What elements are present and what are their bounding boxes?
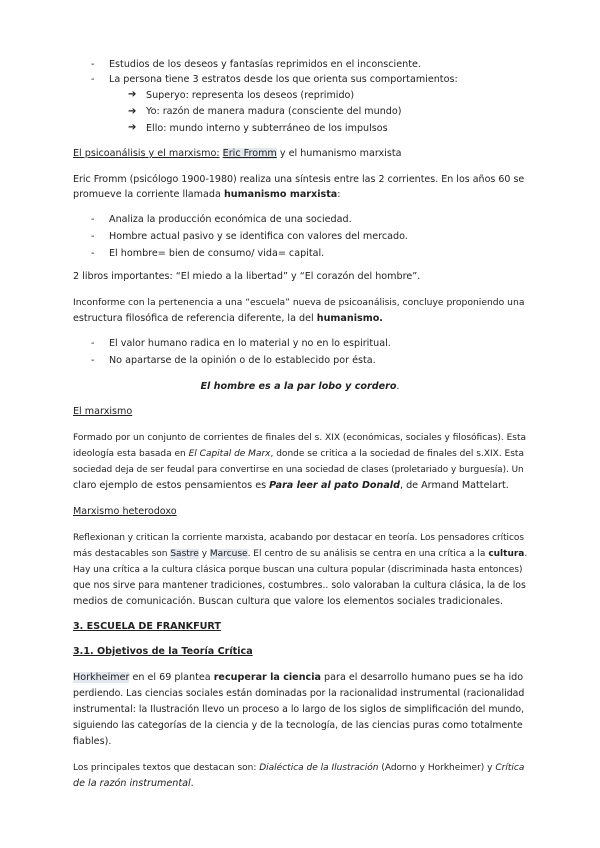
section-heading-marxismo: El marxismo <box>73 406 133 417</box>
paragraph-line: de la razón instrumental. <box>73 778 194 789</box>
sublist-item: Yo: razón de manera madura (consciente del mundo) <box>146 106 402 117</box>
paragraph-line: Formado por un conjunto de corrientes de finales del s. XIX (económicas, sociales y filosóficas). Esta <box>73 433 527 443</box>
paragraph-line: más destacables son Sastre y Marcuse. El centro de su análisis se centra en una crítica a la cultura. <box>73 549 528 559</box>
list-item: Estudios de los deseos y fantasías reprimidos en el inconsciente. <box>109 59 421 70</box>
paragraph-line: Los principales textos que destacan son: Dialéctica de la Ilustración (Adorno y Horkheimer) y Crítica <box>73 763 525 773</box>
paragraph-line: Reflexionan y critican la corriente marxista, acabando por destacar en teoría. Los pensadores críticos <box>73 533 524 543</box>
list-dash: - <box>91 231 95 242</box>
arrow-right-icon: ➔ <box>128 122 137 133</box>
paragraph-line: Horkheimer en el 69 plantea recuperar la ciencia para el desarrollo humano pues se ha ido <box>73 672 524 683</box>
section-heading-heterodoxo: Marxismo heterodoxo <box>73 506 177 517</box>
subsection-heading: 3.1. Objetivos de la Teoría Crítica <box>73 646 253 657</box>
list-dash: - <box>91 248 95 259</box>
list-dash: - <box>91 74 95 85</box>
paragraph-line: Hay una crítica a la cultura clásica porque buscan una cultura popular (discriminada hasta entonces) <box>73 565 523 575</box>
paragraph-line: promueve la corriente llamada humanismo marxista: <box>73 189 341 200</box>
paragraph-line: instrumental: la Ilustración llevo un proceso a lo largo de los siglos de simplificación del mundo, <box>73 704 525 715</box>
list-item: El valor humano radica en lo material y no en lo espiritual. <box>109 338 391 349</box>
paragraph-line: siguiendo las categorías de la ciencia y de la tecnología, de las ciencias puras como totalmente <box>73 720 523 731</box>
list-dash: - <box>91 338 95 349</box>
paragraph-line: perdiendo. Las ciencias sociales están dominadas por la racionalidad instrumental (racionalidad <box>73 688 525 699</box>
paragraph-line: Eric Fromm (psicólogo 1900-1980) realiza una síntesis entre las 2 corrientes. En los años 60 se <box>73 174 525 185</box>
list-item: Hombre actual pasivo y se identifica con valores del mercado. <box>109 231 408 242</box>
list-item: El hombre= bien de consumo/ vida= capital. <box>109 248 325 259</box>
highlighted-name: Horkheimer <box>73 672 130 683</box>
list-dash: - <box>91 214 95 225</box>
paragraph-line: que nos sirve para mantener tradiciones, costumbres.. solo valoraban la cultura clásica, la de los <box>73 580 526 591</box>
highlighted-name: Sastre <box>170 549 199 559</box>
quote: El hombre es a la par lobo y cordero. <box>200 381 400 392</box>
sublist-item: Ello: mundo interno y subterráneo de los impulsos <box>146 123 388 134</box>
paragraph-line: estructura filosófica de referencia diferente, la del humanismo. <box>73 313 383 324</box>
paragraph-line: sociedad deja de ser feudal para convertirse en una sociedad de clases (proletariado y burguesía). Un <box>73 465 524 475</box>
highlighted-name: Marcuse <box>209 549 248 559</box>
paragraph-line: 2 libros importantes: “El miedo a la libertad” y “El corazón del hombre”. <box>73 271 421 282</box>
list-item: No apartarse de la opinión o de lo establecido por ésta. <box>109 355 376 366</box>
sublist-item: Superyo: representa los deseos (reprimido) <box>146 90 355 101</box>
paragraph-line: ideología esta basada en El Capital de Marx, donde se critica a la sociedad de finales del s.XIX. Esta <box>73 449 524 459</box>
arrow-right-icon: ➔ <box>128 89 137 100</box>
paragraph-line: medios de comunicación. Buscan cultura que valore los elementos sociales tradicionales. <box>73 596 504 607</box>
arrow-right-icon: ➔ <box>128 106 137 117</box>
list-dash: - <box>91 59 95 70</box>
chapter-heading: 3. ESCUELA DE FRANKFURT <box>73 621 221 632</box>
highlighted-name: Eric Fromm <box>222 148 277 159</box>
paragraph-line: fiables). <box>73 736 112 747</box>
paragraph-line: claro ejemplo de estos pensamientos es Para leer al pato Donald, de Armand Mattelart. <box>73 480 509 491</box>
section-heading-fromm: El psicoanálisis y el marxismo: Eric Fromm y el humanismo marxista <box>73 148 402 159</box>
list-dash: - <box>91 355 95 366</box>
paragraph-line: Inconforme con la pertenencia a una “escuela” nueva de psicoanálisis, concluye proponiendo una <box>73 297 525 308</box>
list-item: Analiza la producción económica de una sociedad. <box>109 214 352 225</box>
list-item: La persona tiene 3 estratos desde los que orienta sus comportamientos: <box>109 74 458 85</box>
